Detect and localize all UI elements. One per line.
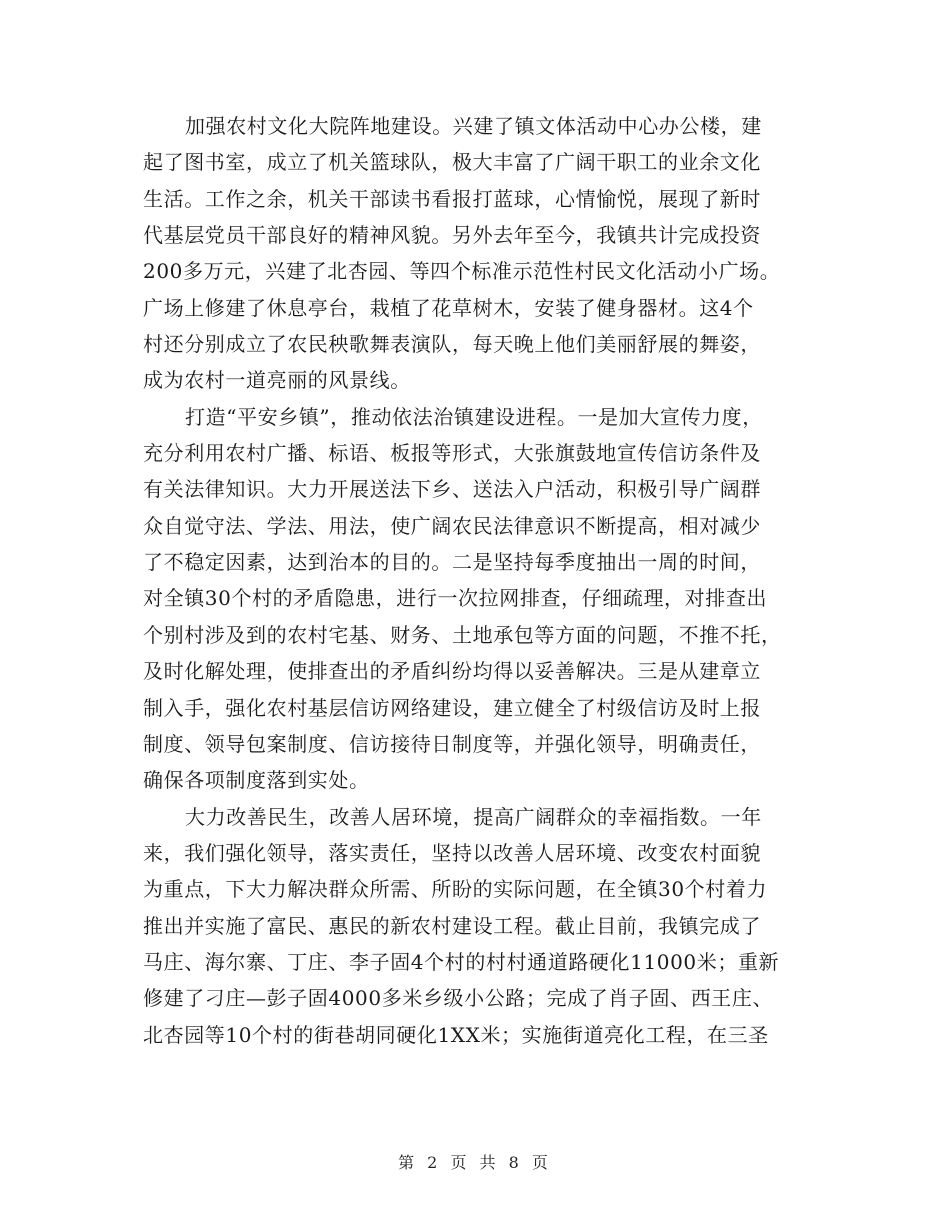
text-line: 对全镇30个村的矛盾隐患，进行一次拉网排查，仔细疏理，对排查出: [143, 586, 768, 611]
text-line: 来，我们强化领导，落实责任，坚持以改善人居环境、改变农村面貌: [143, 840, 761, 865]
text-line: 200多万元，兴建了北杏园、等四个标准示范性村民文化活动小广场。: [143, 259, 781, 284]
text-line: 推出并实施了富民、惠民的新农村建设工程。截止目前，我镇完成了: [143, 913, 761, 938]
text-line: 个别村涉及到的农村宅基、财务、土地承包等方面的问题，不推不托，: [143, 622, 782, 647]
text-line: 制度、领导包案制度、信访接待日制度等，并强化领导，明确责任，: [143, 731, 761, 756]
text-line: 及时化解处理，使排查出的矛盾纠纷均得以妥善解决。三是从建章立: [143, 659, 761, 684]
text-line: 确保各项制度落到实处。: [143, 768, 370, 793]
text-line: 有关法律知识。大力开展送法下乡、送法入户活动，积极引导广阔群: [143, 477, 761, 502]
text-line: 大力改善民生，改善人居环境，提高广阔群众的幸福指数。一年: [185, 804, 762, 829]
text-line: 加强农村文化大院阵地建设。兴建了镇文体活动中心办公楼，建: [185, 114, 762, 138]
text-line: 村还分别成立了农民秧歌舞表演队，每天晚上他们美丽舒展的舞姿，: [143, 332, 761, 357]
paragraph-safety: [143, 399, 813, 799]
text-line: 修建了刁庄—彭子固4000多米乡级小公路；完成了肖子固、西王庄、: [143, 986, 774, 1011]
text-line: 起了图书室，成立了机关篮球队，极大丰富了广阔干职工的业余文化: [143, 150, 761, 175]
page-number-footer: 第 2 页 共 8 页: [398, 1153, 552, 1172]
text-line: 成为农村一道亮丽的风景线。: [143, 368, 411, 393]
text-line: 充分利用农村广播、标语、板报等形式，大张旗鼓地宣传信访条件及: [143, 441, 761, 466]
text-line: 代基层党员干部良好的精神风貌。另外去年至今，我镇共计完成投资: [143, 223, 761, 248]
text-line: 为重点，下大力解决群众所需、所盼的实际问题，在全镇30个村着力: [143, 877, 768, 902]
text-line: 北杏园等10个村的街巷胡同硬化1XX米；实施街道亮化工程，在三圣: [143, 1022, 769, 1047]
text-line: 了不稳定因素，达到治本的目的。二是坚持每季度抽出一周的时间，: [143, 550, 761, 575]
text-line: 制入手，强化农村基层信访网络建设，建立健全了村级信访及时上报: [143, 695, 761, 720]
text-line: 广场上修建了休息亭台，栽植了花草树木，安装了健身器材。这4个: [143, 295, 754, 320]
text-line: 打造“平安乡镇”，推动依法治镇建设进程。一是加大宣传力度，: [185, 404, 763, 429]
paragraph-culture: [143, 108, 813, 399]
document-body: [143, 108, 813, 1053]
text-line: 生活。工作之余，机关干部读书看报打蓝球，心情愉悦，展现了新时: [143, 186, 761, 211]
text-line: 众自觉守法、学法、用法，使广阔农民法律意识不断提高，相对减少: [143, 513, 761, 538]
paragraph-livelihood: [143, 799, 813, 1053]
text-line: 马庄、海尔寨、丁庄、李子固4个村的村村通道路硬化11000米；重新: [143, 949, 780, 974]
